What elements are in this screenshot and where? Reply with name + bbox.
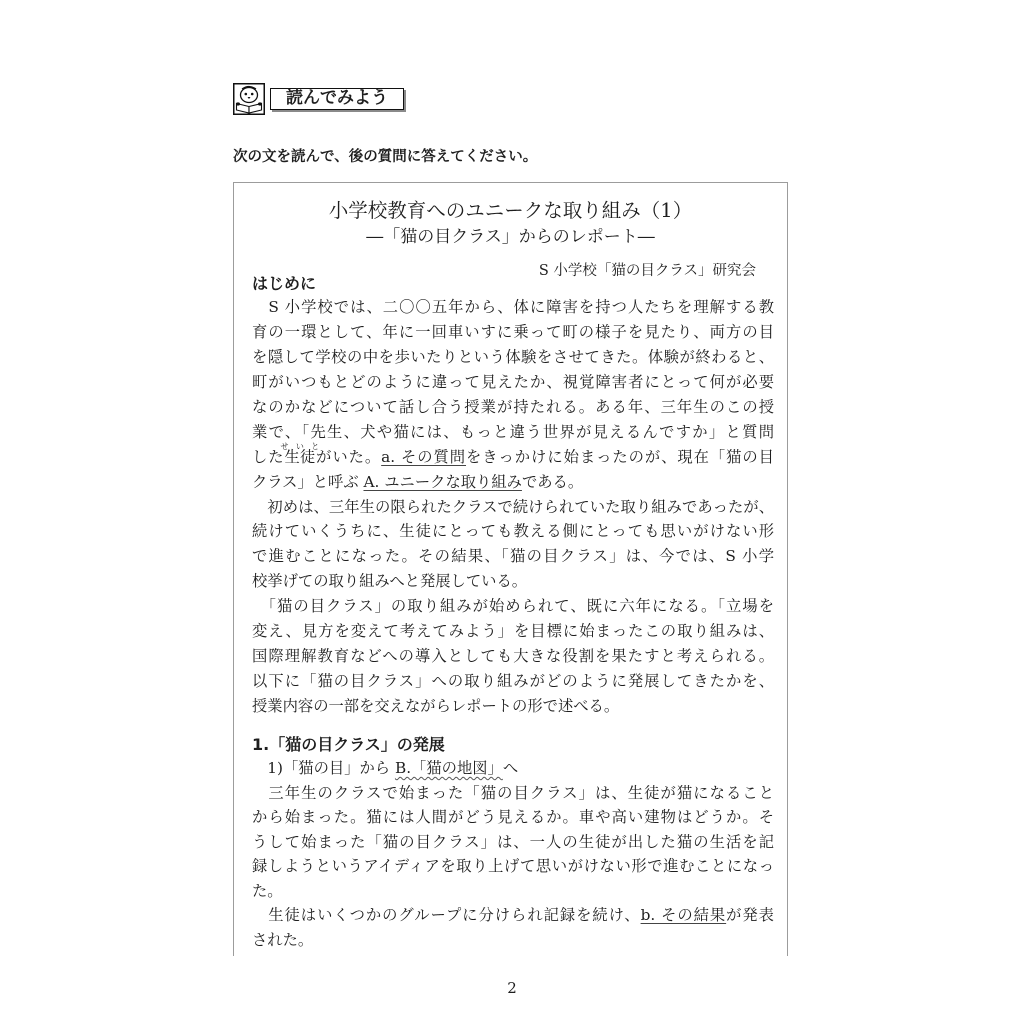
text-line — [252, 694, 774, 719]
text-segment: なのかなどについて話し合う授業が持たれる。ある年、三年生のこの授 — [252, 397, 774, 416]
text-line — [252, 544, 774, 569]
text-segment: S 小学校では、二〇〇五年から、体に障害を持つ人たちを理解する教 — [252, 298, 774, 316]
intro-heading: はじめに — [252, 274, 317, 293]
ruby-word — [280, 441, 320, 470]
text-segment: 国際理解教育などへの導入としても大きな役割を果たすと考えられる。 — [252, 647, 774, 666]
text-segment: へ — [502, 759, 519, 777]
reading-character-icon — [233, 83, 265, 115]
underlined-phrase: a. その質問 — [381, 447, 467, 466]
text-line — [252, 756, 774, 781]
text-line — [252, 320, 774, 345]
text-segment: が発表 — [726, 906, 774, 925]
text-segment: 続けていくうちに、生徒にとっても教える側にとっても思いがけない形 — [252, 522, 774, 541]
section1-body — [252, 756, 774, 953]
intro-body — [252, 295, 774, 719]
text-segment: 三年生のクラスで始まった「猫の目クラス」は、生徒が猫になること — [252, 783, 774, 802]
ruby-base: 生徒 — [284, 447, 316, 466]
text-segment: 1)「猫の目」から — [252, 759, 395, 777]
text-segment: た。 — [252, 881, 283, 900]
underlined-phrase: A. ユニークな取り組み — [363, 472, 522, 491]
text-line — [252, 928, 774, 953]
text-line — [252, 420, 774, 445]
text-line — [252, 830, 774, 855]
underlined-phrase: B.「猫の地図」 — [394, 759, 503, 777]
text-line — [252, 295, 774, 320]
text-segment: をきっかけに始まったのが、現在「猫の目 — [466, 447, 774, 466]
underlined-phrase: b. その結果 — [640, 906, 727, 925]
section1-heading: 1.「猫の目クラス」の発展 — [252, 735, 445, 754]
furigana: せいと — [280, 441, 320, 451]
text-segment: を隠して学校の中を歩いたりという体験をさせてきた。体験が終わると、 — [252, 347, 774, 366]
text-line — [252, 345, 774, 370]
text-line — [252, 781, 774, 806]
text-line — [252, 903, 774, 928]
text-line — [252, 594, 774, 619]
text-line — [252, 441, 774, 470]
instruction-text: 次の文を読んで、後の質問に答えてください。 — [233, 149, 538, 165]
text-line — [252, 805, 774, 830]
text-segment: 変え、見方を変えて考えてみよう」を目標に始まったこの取り組みは、 — [252, 622, 774, 641]
text-segment: である。 — [521, 472, 584, 491]
text-line — [252, 879, 774, 904]
text-line — [252, 854, 774, 879]
text-segment: 録しようというアイディアを取り上げて思いがけない形で進むことになっ — [252, 857, 774, 876]
article-subtitle: ―「猫の目クラス」からのレポート― — [366, 227, 655, 247]
text-segment: 初めは、三年生の限られたクラスで続けられていた取り組みであったが、 — [252, 497, 774, 516]
text-segment: した — [252, 447, 285, 466]
text-line — [252, 669, 774, 694]
text-segment: 「猫の目クラス」の取り組みが始められて、既に六年になる。「立場を — [252, 597, 774, 616]
text-segment: 育の一環として、年に一回車いすに乗って町の様子を見たり、両方の目 — [252, 322, 774, 341]
article-box — [233, 182, 788, 956]
text-line — [252, 519, 774, 544]
text-line — [252, 569, 774, 594]
page-number: 2 — [507, 979, 517, 997]
text-line — [252, 619, 774, 644]
text-segment: クラス」と呼ぶ — [252, 472, 364, 491]
text-segment: 校挙げての取り組みへと発展している。 — [252, 572, 528, 591]
text-line — [252, 644, 774, 669]
text-segment: がいた。 — [315, 447, 382, 466]
text-segment: 以下に「猫の目クラス」への取り組みがどのように発展してきたかを、 — [252, 672, 774, 691]
text-line — [252, 495, 774, 520]
text-segment: 町がいつもとどのように違って見えたか、視覚障害者にとって何が必要 — [252, 372, 774, 391]
article-title: 小学校教育へのユニークな取り組み（1） — [328, 199, 693, 222]
text-line — [252, 370, 774, 395]
text-segment: された。 — [252, 930, 314, 949]
text-line — [252, 395, 774, 420]
text-segment: で進むことになった。その結果、「猫の目クラス」は、今では、S 小学 — [252, 547, 774, 566]
text-segment: から始まった。猫には人間がどう見えるか。車や高い建物はどうか。そ — [252, 808, 774, 827]
text-segment: 授業内容の一部を交えながらレポートの形で述べる。 — [252, 697, 620, 715]
article-author: S 小学校「猫の目クラス」研究会 — [538, 263, 756, 279]
text-segment: 生徒はいくつかのグループに分けられ記録を続け、 — [252, 906, 641, 925]
text-segment: 業で、「先生、犬や猫には、もっと違う世界が見えるんですか」と質問 — [252, 422, 774, 441]
text-segment: うして始まった「猫の目クラス」は、一人の生徒が出した猫の生活を記 — [252, 832, 774, 851]
section-label: 読んでみよう — [270, 88, 404, 110]
text-line — [252, 470, 774, 495]
